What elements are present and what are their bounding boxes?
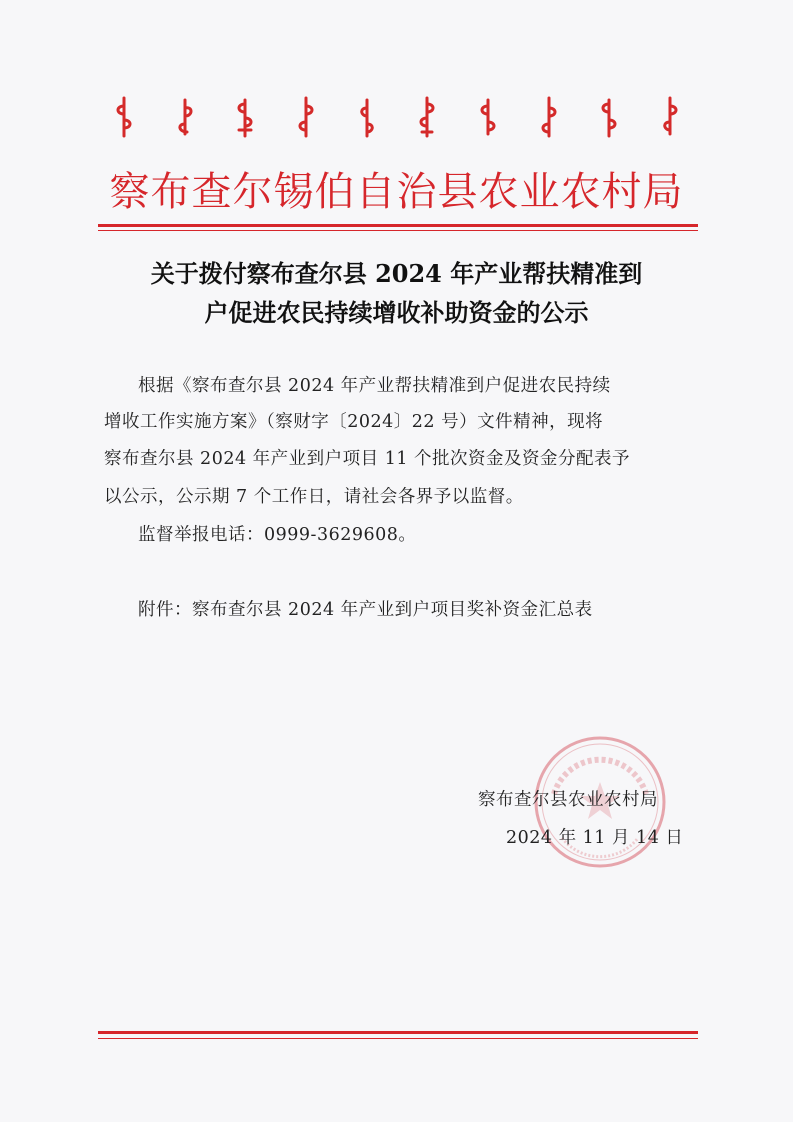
header-rule-thick [98,224,698,227]
mongolian-word-8 [537,96,561,140]
issue-date: 2024 年 11 月 14 日 [506,828,684,848]
attachment-note: 附件：察布查尔县 2024 年产业到户项目奖补资金汇总表 [138,600,593,620]
document-title-line-1: 关于拨付察布查尔县 2024 年产业帮扶精准到 [150,259,643,288]
report-phone: 监督举报电话：0999-3629608。 [138,525,417,545]
body-line-2: 增收工作实施方案》（察财字〔2024〕22 号）文件精神，现将 [104,412,604,432]
signer-name: 察布查尔县农业农村局 [478,790,658,810]
footer-rule-thin [98,1038,698,1039]
mongolian-word-5 [355,96,379,140]
mongolian-word-3 [233,96,257,140]
footer-rule-thick [98,1031,698,1034]
mongolian-word-9 [597,96,621,140]
mongolian-word-6 [415,96,439,140]
mongolian-header [112,96,682,140]
org-name-header: 察布查尔锡伯自治县农业农村局 [109,169,684,215]
body-line-1: 根据《察布查尔县 2024 年产业帮扶精准到户促进农民持续 [138,376,611,396]
mongolian-word-10 [658,96,682,140]
header-rule-thin [98,230,698,231]
document-title-line-2: 户促进农民持续增收补助资金的公示 [204,298,589,327]
mongolian-word-4 [294,96,318,140]
body-line-3: 察布查尔县 2024 年产业到户项目 11 个批次资金及资金分配表予 [104,449,631,469]
body-line-4: 以公示，公示期 7 个工作日，请社会各界予以监督。 [104,487,524,507]
mongolian-word-2 [173,96,197,140]
mongolian-word-1 [112,96,136,140]
mongolian-word-7 [476,96,500,140]
